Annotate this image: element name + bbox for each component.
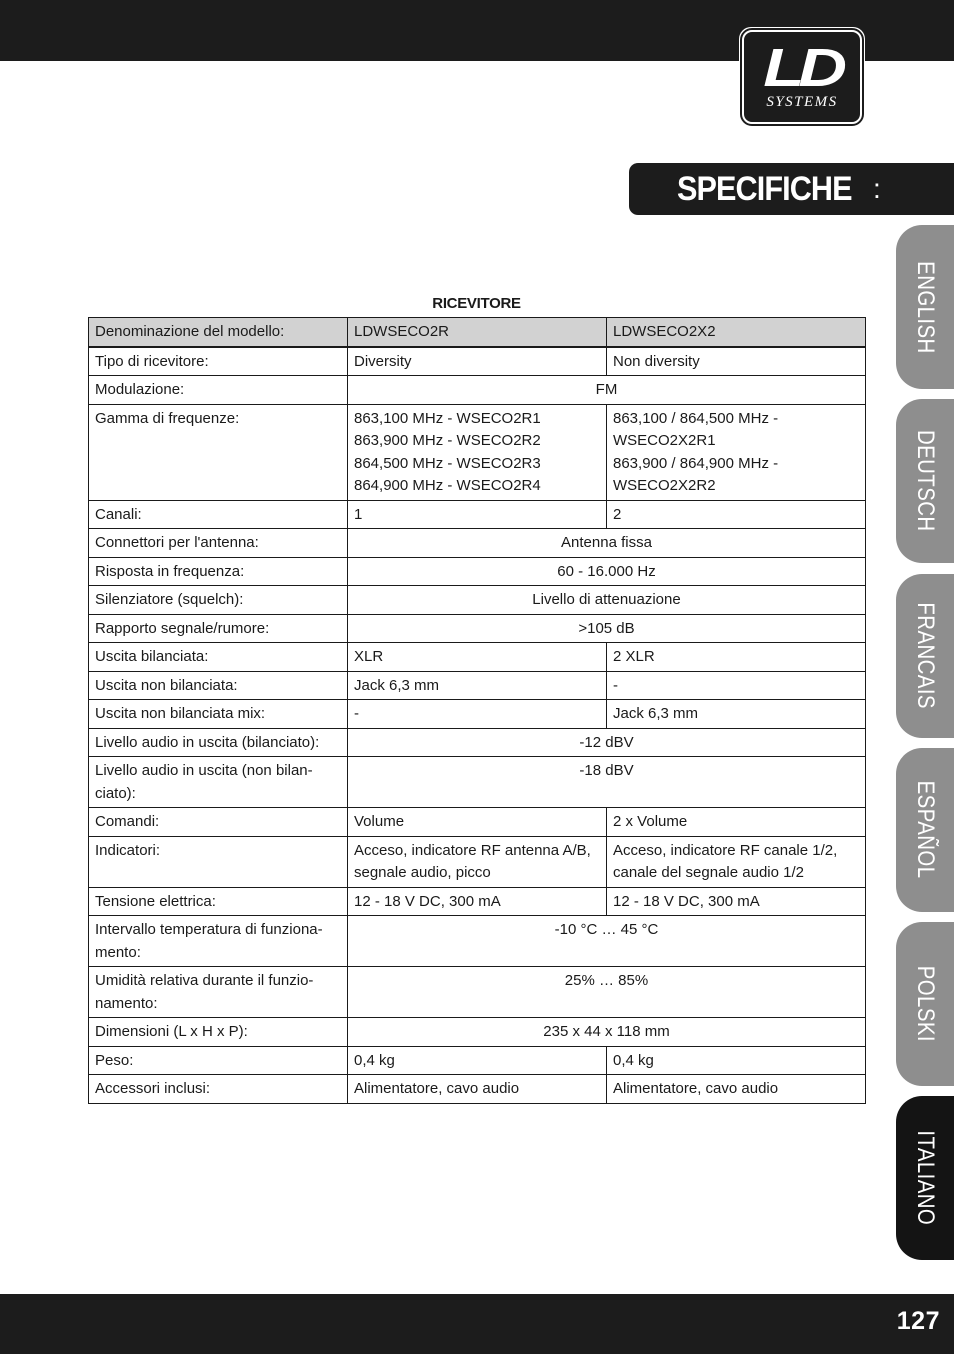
- row-label: Connettori per l'antenna:: [89, 529, 348, 558]
- page-title: SPECIFICHE: [677, 169, 852, 208]
- row-value-model-2: Non diversity: [607, 347, 866, 376]
- cell-line: Intervallo temperatura di funziona-: [95, 921, 323, 938]
- row-label: Rapporto segnale/rumore:: [89, 614, 348, 643]
- row-value-model-2: [607, 836, 866, 887]
- row-value-model-1: Diversity: [348, 347, 607, 376]
- cell-line: 863,900 / 864,900 MHz -: [613, 454, 779, 472]
- row-value-model-2: Alimentatore, cavo audio: [607, 1075, 866, 1104]
- row-value-shared: -18 dBV: [348, 757, 866, 808]
- row-label: Accessori inclusi:: [89, 1075, 348, 1104]
- row-label: Silenziatore (squelch):: [89, 586, 348, 615]
- cell-line: 863,900 MHz - WSECO2R2: [354, 432, 541, 449]
- ld-systems-logo: [739, 27, 865, 127]
- header-cell-label: Denominazione del modello:: [89, 318, 348, 347]
- tab-polski[interactable]: [896, 922, 954, 1086]
- row-value-model-1: Jack 6,3 mm: [348, 671, 607, 700]
- row-value-model-2: 0,4 kg: [607, 1046, 866, 1075]
- table-row: [89, 614, 866, 643]
- row-value-shared: Livello di attenuazione: [348, 586, 866, 615]
- row-label: Tensione elettrica:: [89, 887, 348, 916]
- table-row: [89, 887, 866, 916]
- spec-table: [88, 317, 866, 1104]
- row-label: [89, 757, 348, 808]
- row-value-model-2: [607, 404, 866, 500]
- row-label: [89, 916, 348, 967]
- row-value-model-1: 12 - 18 V DC, 300 mA: [348, 887, 607, 916]
- row-value-shared: >105 dB: [348, 614, 866, 643]
- tab-deutsch-label: DEUTSCH: [912, 430, 939, 532]
- row-label: Modulazione:: [89, 376, 348, 405]
- row-label: Dimensioni (L x H x P):: [89, 1018, 348, 1047]
- row-value-model-1: [348, 836, 607, 887]
- logo-systems-text: SYSTEMS: [766, 94, 838, 110]
- logo-badge: [742, 30, 862, 124]
- table-row: [89, 347, 866, 376]
- row-value-model-1: XLR: [348, 643, 607, 672]
- cell-line: ciato):: [95, 784, 136, 802]
- row-value-model-2: 12 - 18 V DC, 300 mA: [607, 887, 866, 916]
- cell-line: canale del segnale audio 1/2: [613, 864, 804, 881]
- row-label: Uscita bilanciata:: [89, 643, 348, 672]
- table-row: [89, 404, 866, 500]
- table-row: [89, 500, 866, 529]
- tab-espanol-label: ESPAÑOL: [912, 781, 939, 879]
- table-row: [89, 757, 866, 808]
- table-caption: RICEVITORE: [432, 295, 521, 312]
- row-label: Risposta in frequenza:: [89, 557, 348, 586]
- row-value-shared: 25% … 85%: [348, 967, 866, 1018]
- header-cell-model-2: LDWSECO2X2: [607, 318, 866, 347]
- tab-deutsch[interactable]: [896, 399, 954, 563]
- row-value-model-2: 2 x Volume: [607, 808, 866, 837]
- page-title-colon: :: [873, 173, 881, 204]
- row-label: [89, 967, 348, 1018]
- row-value-shared: -12 dBV: [348, 728, 866, 757]
- row-value-model-2: 2 XLR: [607, 643, 866, 672]
- tab-english-label: ENGLISH: [912, 260, 939, 354]
- row-label: Canali:: [89, 500, 348, 529]
- cell-line: 864,500 MHz - WSECO2R3: [354, 454, 541, 472]
- row-label: Indicatori:: [89, 836, 348, 887]
- cell-line: mento:: [95, 943, 141, 961]
- table-row: [89, 1046, 866, 1075]
- row-value-shared: 60 - 16.000 Hz: [348, 557, 866, 586]
- row-value-model-1: [348, 404, 607, 500]
- table-row: [89, 728, 866, 757]
- cell-line: namento:: [95, 994, 158, 1012]
- row-label: Livello audio in uscita (bilanciato):: [89, 728, 348, 757]
- table-row: [89, 586, 866, 615]
- cell-line: segnale audio, picco: [354, 864, 491, 881]
- section-title-banner: [629, 163, 954, 215]
- row-value-model-2: Jack 6,3 mm: [607, 700, 866, 729]
- cell-line: Acceso, indicatore RF canale 1/2,: [613, 841, 838, 859]
- row-value-shared: FM: [348, 376, 866, 405]
- cell-line: 863,100 / 864,500 MHz -: [613, 409, 779, 427]
- table-row: [89, 529, 866, 558]
- cell-line: Acceso, indicatore RF antenna A/B,: [354, 841, 591, 859]
- cell-line: WSECO2X2R2: [613, 477, 716, 494]
- page-number: 127: [896, 1307, 940, 1335]
- cell-line: 864,900 MHz - WSECO2R4: [354, 477, 541, 494]
- row-label: Gamma di frequenze:: [89, 404, 348, 500]
- row-value-model-1: 1: [348, 500, 607, 529]
- row-value-model-1: Alimentatore, cavo audio: [348, 1075, 607, 1104]
- tab-francais-label: FRANCAIS: [912, 602, 939, 710]
- row-value-shared: Antenna fissa: [348, 529, 866, 558]
- table-row: [89, 671, 866, 700]
- row-label: Comandi:: [89, 808, 348, 837]
- table-row: [89, 916, 866, 967]
- row-value-model-2: -: [607, 671, 866, 700]
- cell-line: Umidità relativa durante il funzio-: [95, 972, 314, 989]
- table-row: [89, 1018, 866, 1047]
- row-value-model-1: Volume: [348, 808, 607, 837]
- row-value-model-2: 2: [607, 500, 866, 529]
- row-value-shared: -10 °C … 45 °C: [348, 916, 866, 967]
- tab-italiano-label: ITALIANO: [912, 1130, 939, 1226]
- tab-espanol[interactable]: [896, 748, 954, 912]
- row-label: Peso:: [89, 1046, 348, 1075]
- logo-ld-text: LD: [763, 38, 841, 98]
- table-header-row: [89, 318, 866, 347]
- cell-line: 863,100 MHz - WSECO2R1: [354, 409, 541, 427]
- row-value-shared: 235 x 44 x 118 mm: [348, 1018, 866, 1047]
- row-label: Tipo di ricevitore:: [89, 347, 348, 376]
- table-row: [89, 376, 866, 405]
- cell-line: WSECO2X2R1: [613, 432, 716, 449]
- cell-line: Livello audio in uscita (non bilan-: [95, 762, 313, 779]
- table-row: [89, 808, 866, 837]
- spec-table-body: [89, 318, 866, 1104]
- table-row: [89, 700, 866, 729]
- tab-italiano[interactable]: [896, 1096, 954, 1260]
- table-row: [89, 836, 866, 887]
- header-cell-model-1: LDWSECO2R: [348, 318, 607, 347]
- row-value-model-1: -: [348, 700, 607, 729]
- row-label: Uscita non bilanciata:: [89, 671, 348, 700]
- table-row: [89, 1075, 866, 1104]
- table-row: [89, 967, 866, 1018]
- bottom-bar: [0, 1294, 954, 1354]
- tab-polski-label: POLSKI: [912, 965, 939, 1043]
- table-row: [89, 643, 866, 672]
- table-row: [89, 557, 866, 586]
- row-label: Uscita non bilanciata mix:: [89, 700, 348, 729]
- tab-english[interactable]: [896, 225, 954, 389]
- tab-francais[interactable]: [896, 574, 954, 738]
- row-value-model-1: 0,4 kg: [348, 1046, 607, 1075]
